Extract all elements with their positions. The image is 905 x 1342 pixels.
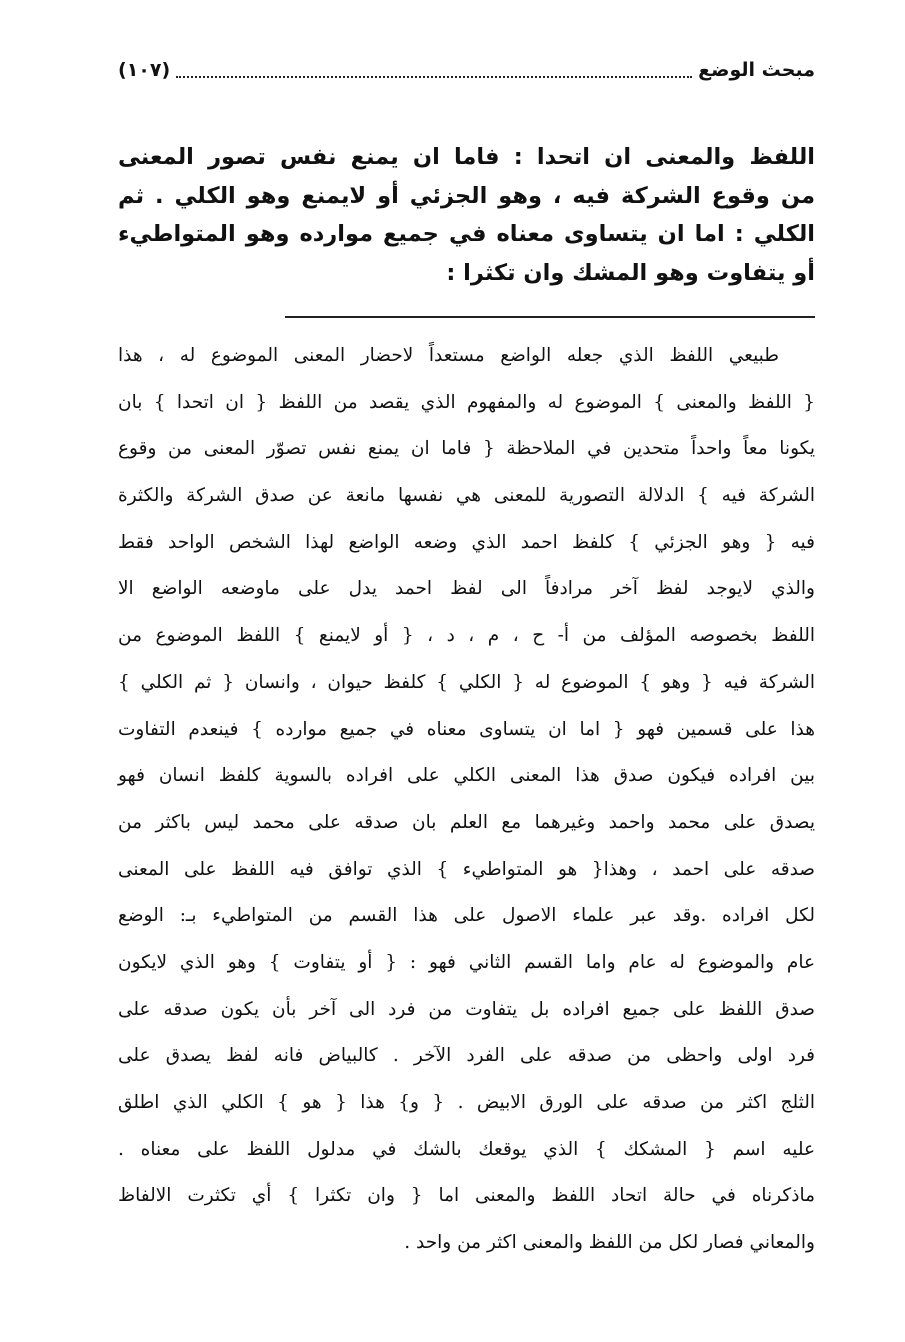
matn-line: أو يتفاوت وهو المشك وان تكثرا : <box>446 259 815 286</box>
running-header <box>118 52 815 88</box>
commentary-line: الشركة فيه } الدلالة التصورية للمعنى هي نفسها مانعة عن صدق الشركة والكثرة <box>118 485 815 507</box>
commentary-line: يكونا معاً واحداً متحدين في الملاحظة { فاما ان يمنع نفس تصوّر المعنى من وقوع <box>118 438 815 460</box>
commentary-line: والمعاني فصار لكل من اللفظ والمعنى اكثر من واحد . <box>404 1232 815 1254</box>
commentary-line: ماذكرناه في حالة اتحاد اللفظ والمعنى اما { وان تكثرا } أي تكثرت الالفاظ <box>118 1185 815 1207</box>
leader-dots <box>176 62 692 78</box>
commentary-line: صدقه على احمد ، وهذا{ هو المتواطيء } الذي توافق فيه اللفظ على المعنى <box>118 858 815 880</box>
commentary-text <box>118 333 815 1267</box>
commentary-line: عام والموضوع له عام واما القسم الثاني فهو : { أو يتفاوت } وهو الذي لايكون <box>118 951 815 973</box>
commentary-line: { اللفظ والمعنى } الموضوع له والمفهوم الذي يقصد من اللفظ { ان اتحدا } بان <box>118 391 815 413</box>
commentary-line: الثلج اكثر من صدقه على الورق الابيض . { و} هذا { هو } الكلي الذي اطلق <box>118 1092 815 1113</box>
commentary-line: لكل افراده .وقد عبر علماء الاصول على هذا القسم من المتواطيء بـ: الوضع <box>118 905 815 927</box>
page-number: (١٠٧) <box>118 59 171 81</box>
commentary-line: هذا على قسمين فهو { اما ان يتساوى معناه في جميع موارده } فينعدم التفاوت <box>118 718 815 740</box>
commentary-line: بين افراده فيكون صدق هذا المعنى الكلي على افراده بالسوية كلفظ انسان فهو <box>118 765 815 787</box>
separator-rule <box>285 316 815 318</box>
commentary-line: اللفظ بخصوصه المؤلف من أ- ح ، م ، د ، { أو لايمنع } اللفظ الموضوع من <box>118 625 815 647</box>
commentary-line: الشركة فيه { وهو } الموضوع له { الكلي } كلفظ حيوان ، وانسان { ثم الكلي } <box>118 671 815 693</box>
commentary-line: عليه اسم { المشكك } الذي يوقعك بالشك في مدلول اللفظ على معناه . <box>118 1138 815 1160</box>
commentary-line: والذي لايوجد لفظ آخر مرادفاً الى لفظ احمد يدل على ماوضعه الواضع الا <box>118 578 815 600</box>
commentary-line: يصدق على محمد واحمد وغيرهما مع العلم بان صدقه على محمد ليس باكثر من <box>118 811 815 833</box>
matn-line: اللفظ والمعنى ان اتحدا : فاما ان يمنع نفس تصور المعنى <box>118 144 815 170</box>
matn-text <box>118 138 815 292</box>
commentary-line: فيه { وهو الجزئي } كلفظ احمد الذي وضعه الواضع لهذا الشخص الواحد فقط <box>118 531 815 553</box>
commentary-line: طبيعي اللفظ الذي جعله الواضع مستعداً لاحضار المعنى الموضوع له ، هذا <box>118 345 779 366</box>
matn-line: من وقوع الشركة فيه ، وهو الجزئي أو لايمنع وهو الكلي . ثم <box>118 182 815 209</box>
section-title: مبحث الوضع <box>698 59 815 81</box>
matn-line: الكلي : اما ان يتساوى معناه في جميع موارده وهو المتواطيء <box>118 221 815 247</box>
commentary-line: صدق اللفظ على جميع افراده بل يتفاوت من فرد الى آخر بأن يكون صدقه على <box>118 998 815 1020</box>
commentary-line: فرد اولى واحظى من صدقه على الفرد الآخر . كالبياض فانه لفظ يصدق على <box>118 1045 815 1067</box>
